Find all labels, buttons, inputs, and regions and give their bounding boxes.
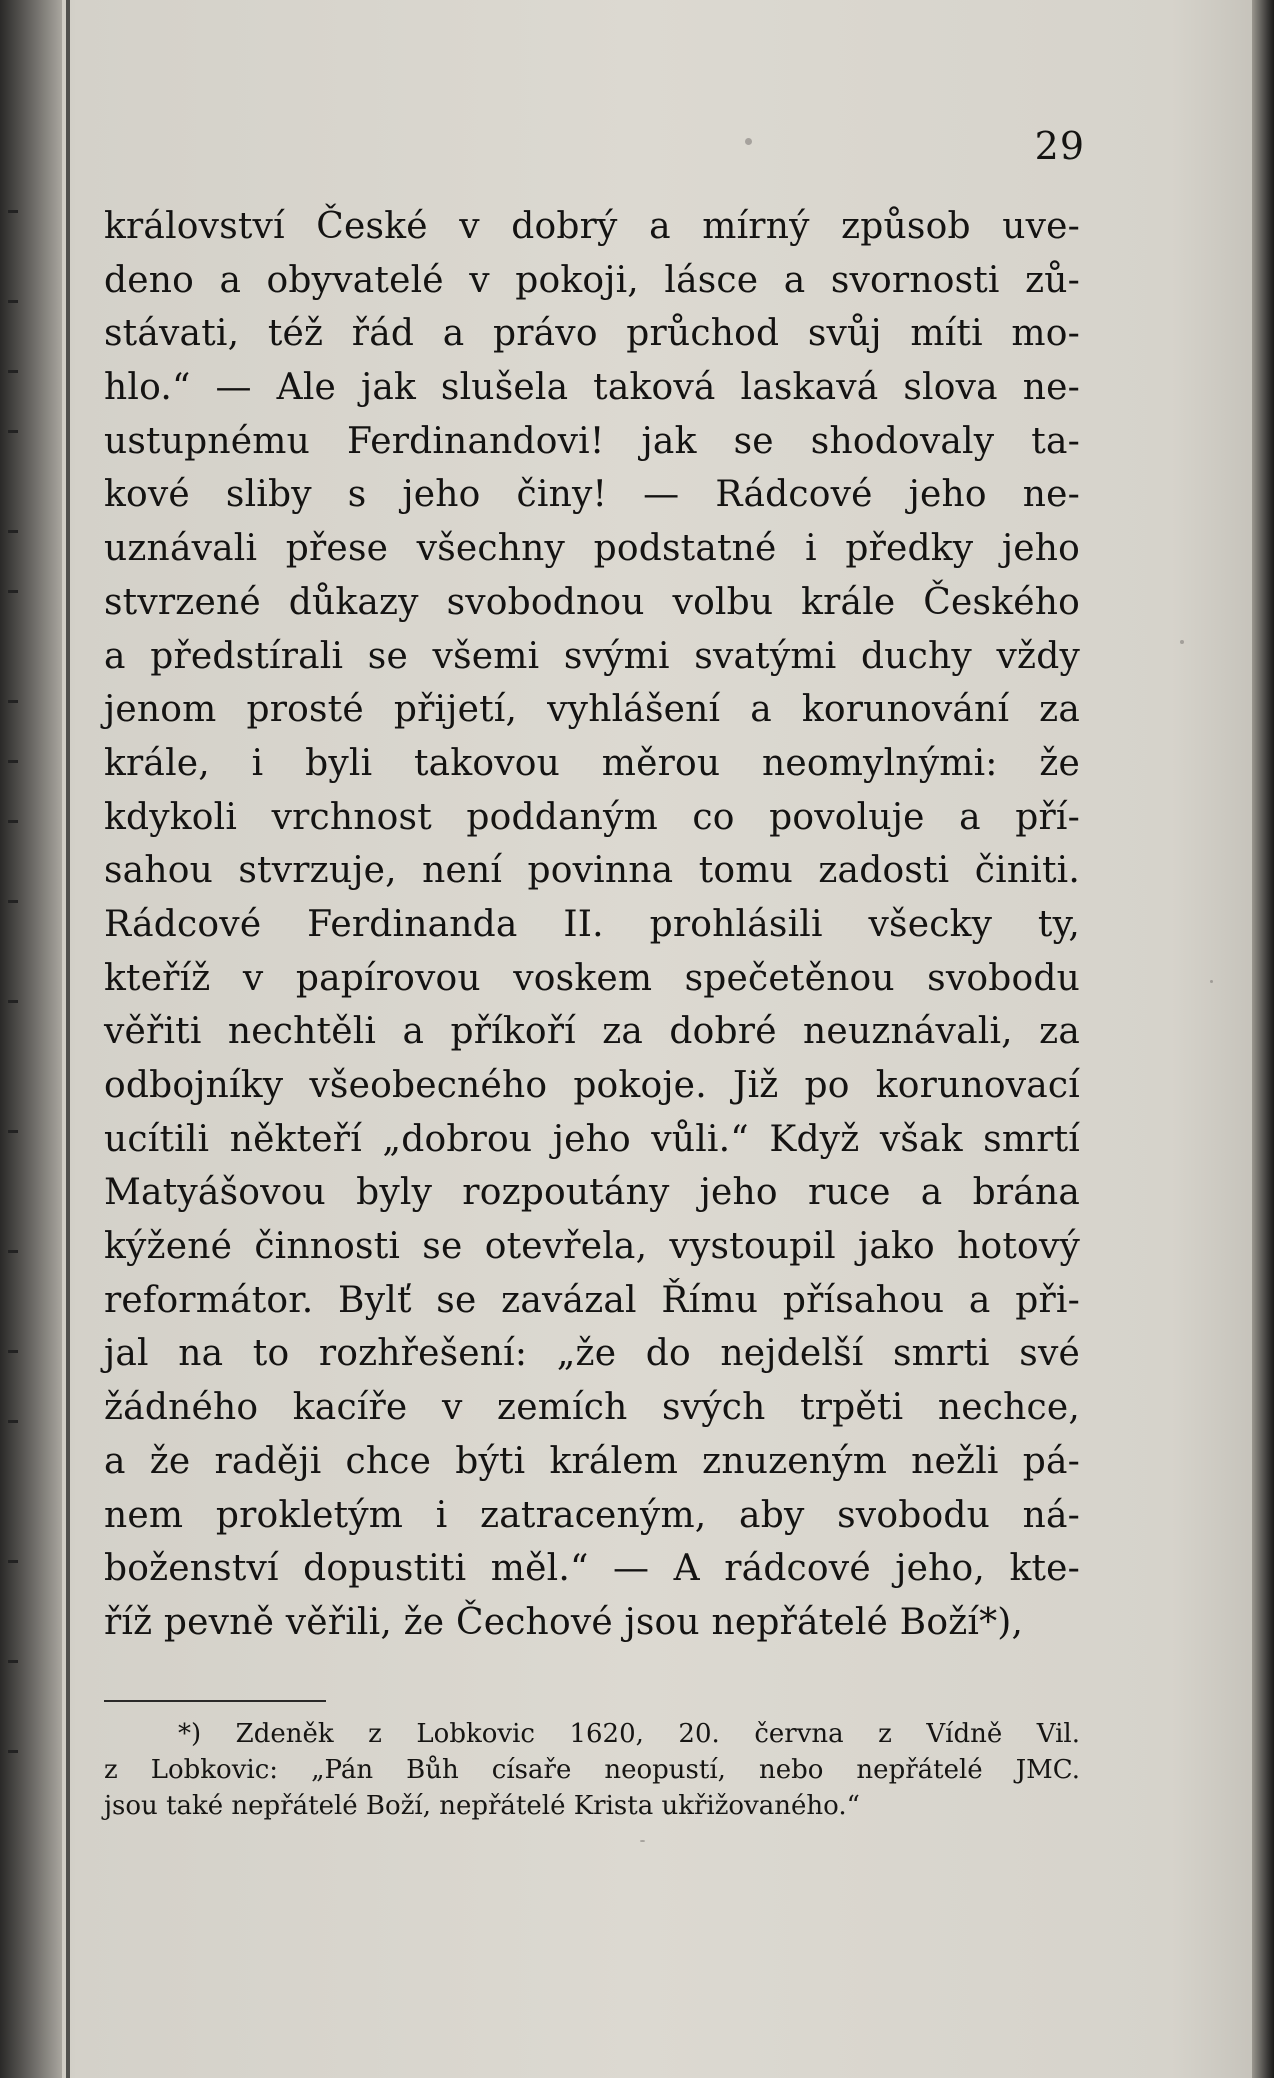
margin-mark <box>8 530 18 533</box>
page-number: 29 <box>1034 124 1085 168</box>
margin-mark <box>8 1560 18 1563</box>
text-line: nem prokletým i zatraceným, aby svobodu ná- <box>104 1494 1080 1536</box>
text-line: ucítili někteří „dobrou jeho vůli.“ Když však smrtí <box>104 1118 1080 1160</box>
margin-mark <box>8 1750 18 1753</box>
footnote-line: jsou také nepřátelé Boží, nepřátelé Krista ukřižovaného.“ <box>104 1791 860 1821</box>
margin-mark <box>8 370 18 373</box>
text-line: uznávali přese všechny podstatné i předky jeho <box>104 528 1080 570</box>
footnote-line: *) Zdeněk z Lobkovic 1620, 20. června z Vídně Vil. <box>178 1719 1080 1749</box>
text-line: stávati, též řád a právo průchod svůj míti mo- <box>104 313 1080 355</box>
text-line: a že raději chce býti králem znuzeným nežli pá- <box>104 1440 1080 1482</box>
margin-mark <box>8 900 18 903</box>
text-line: ustupnému Ferdinandovi! jak se shodovaly ta- <box>104 420 1080 462</box>
page-edge-shadow <box>1252 0 1274 2078</box>
margin-mark <box>8 590 18 593</box>
text-line: Rádcové Ferdinanda II. prohlásili všecky ty, <box>104 903 1080 945</box>
margin-mark <box>8 700 18 703</box>
footnote <box>104 1716 1080 1824</box>
paper-speck <box>745 138 752 145</box>
body-text <box>104 200 1080 1650</box>
text-line: jal na to rozhřešení: „že do nejdelší smrti své <box>104 1333 1080 1375</box>
text-line: deno a obyvatelé v pokoji, lásce a svornosti zů- <box>104 259 1080 301</box>
margin-mark <box>8 1350 18 1353</box>
text-line: žádného kacíře v zemích svých trpěti nechce, <box>104 1387 1080 1429</box>
text-line: boženství dopustiti měl.“ — A rádcové jeho, kte- <box>104 1548 1080 1590</box>
margin-mark <box>8 760 18 763</box>
footnote-line: z Lobkovic: „Pán Bůh císaře neopustí, nebo nepřátelé JMC. <box>104 1755 1080 1785</box>
text-line: jenom prosté přijetí, vyhlášení a korunování za <box>104 689 1080 731</box>
text-line: Matyášovou byly rozpoutány jeho ruce a brána <box>104 1172 1080 1214</box>
text-line: království České v dobrý a mírný způsob uve- <box>104 206 1080 247</box>
text-line: věřiti nechtěli a příkoří za dobré neuznávali, za <box>104 1011 1080 1053</box>
text-line: odbojníky všeobecného pokoje. Již po korunovací <box>104 1065 1080 1106</box>
text-line: reformátor. Bylť se zavázal Římu přísahou a při- <box>104 1279 1080 1321</box>
paper-speck <box>1180 640 1184 644</box>
text-line: kýžené činnosti se otevřela, vystoupil jako hotový <box>104 1226 1080 1268</box>
text-line: kové sliby s jeho činy! — Rádcové jeho ne- <box>104 474 1080 516</box>
text-line: kdykoli vrchnost poddaným co povoluje a pří- <box>104 796 1080 838</box>
text-line: kteříž v papírovou voskem spečetěnou svobodu <box>104 957 1080 999</box>
text-line: říž pevně věřili, že Čechové jsou nepřátelé Boží*), <box>104 1601 1024 1643</box>
margin-mark <box>8 820 18 823</box>
text-line: stvrzené důkazy svobodnou volbu krále Českého <box>104 581 1080 623</box>
text-line: krále, i byli takovou měrou neomylnými: že <box>104 742 1080 784</box>
margin-mark <box>8 1660 18 1663</box>
margin-mark <box>8 1250 18 1253</box>
adjacent-page-margin <box>0 0 62 2078</box>
margin-mark <box>8 1000 18 1003</box>
margin-mark <box>8 1420 18 1423</box>
paper-speck <box>640 1840 645 1842</box>
gutter-line <box>66 0 70 2078</box>
paper-speck <box>1210 980 1213 983</box>
margin-mark <box>8 300 18 303</box>
margin-mark <box>8 1130 18 1133</box>
margin-mark <box>8 430 18 433</box>
text-line: sahou stvrzuje, není povinna tomu zadosti činiti. <box>104 850 1080 892</box>
text-line: hlo.“ — Ale jak slušela taková laskavá slova ne- <box>104 367 1080 409</box>
text-line: a předstírali se všemi svými svatými duchy vždy <box>104 635 1080 677</box>
margin-mark <box>8 210 18 213</box>
footnote-rule <box>104 1700 326 1702</box>
